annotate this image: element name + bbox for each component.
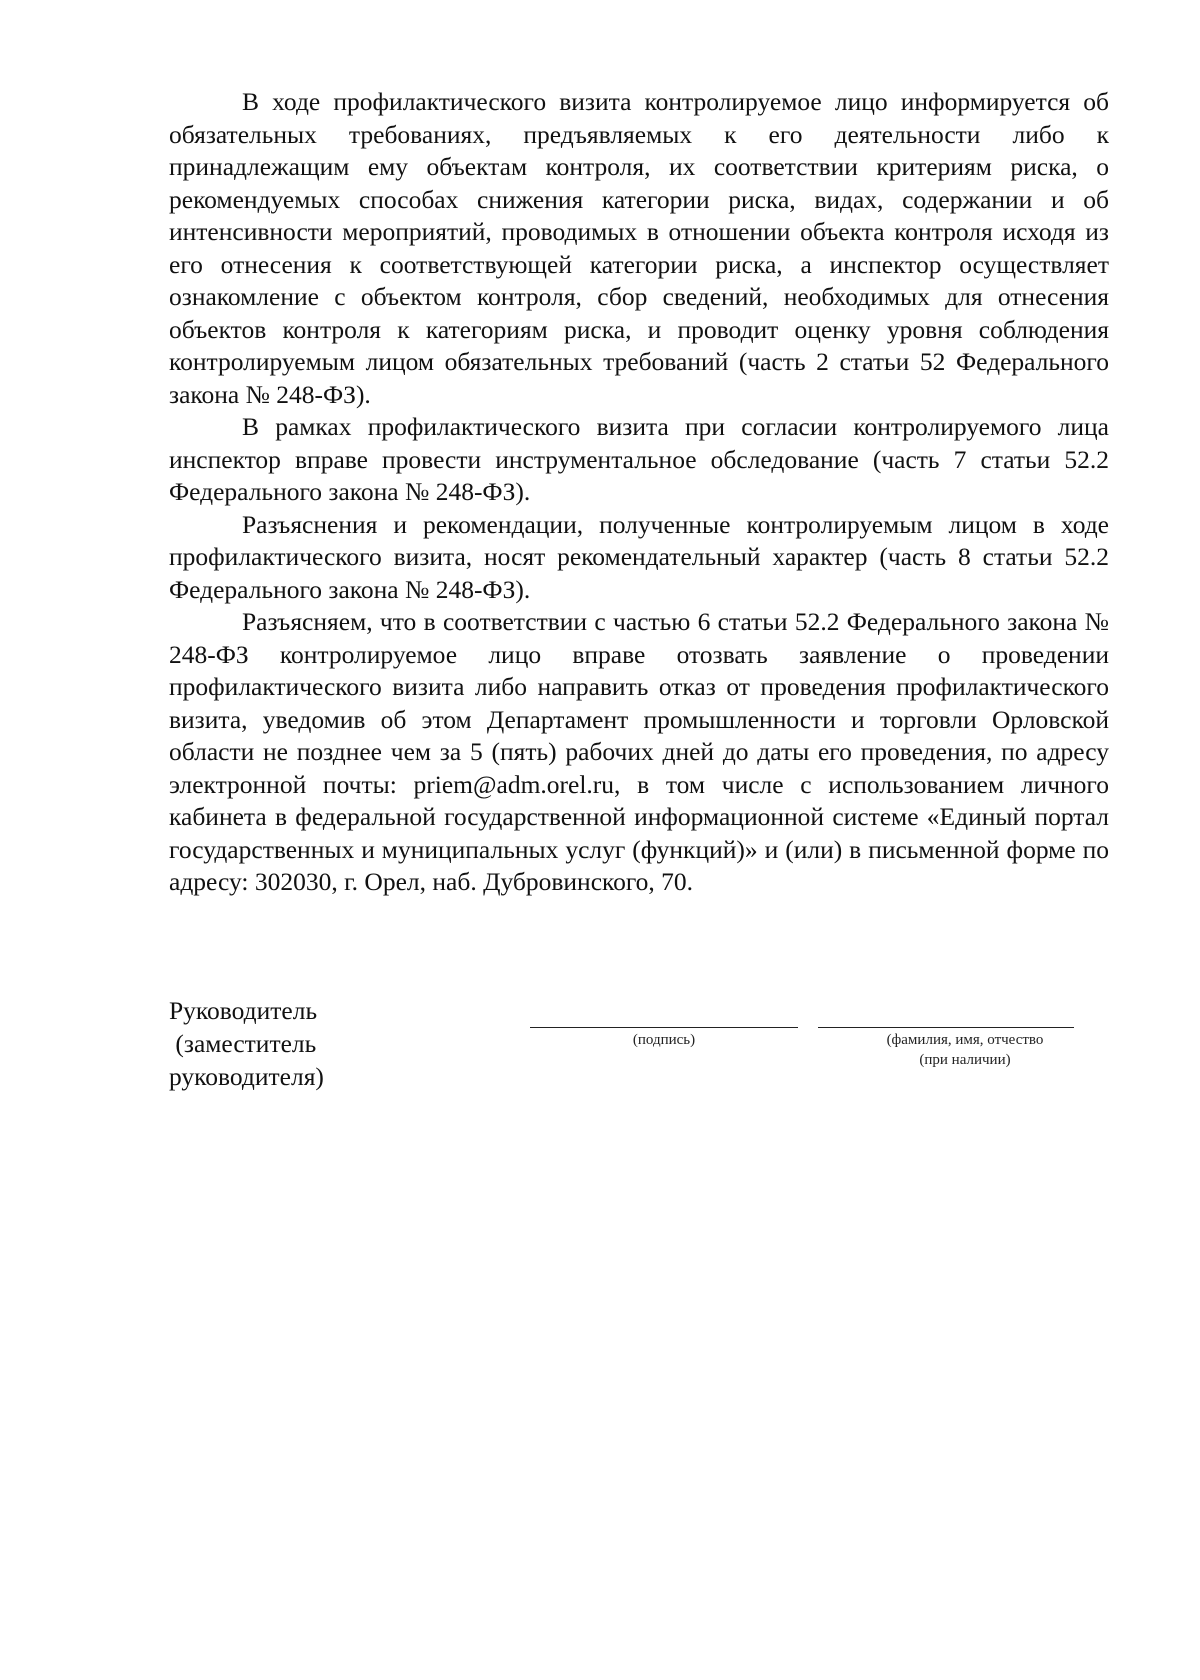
paragraph-withdrawal-right: Разъясняем, что в соответствии с частью 6 статьи 52.2 Федерального закона № 248-ФЗ контролируемое лицо вправе отозвать заявление о проведении профилактического визита либо направить отказ от проведения профилактического визита, уведомив об этом Департамент промышленности и торговли Орловской области не позднее чем за 5 (пять) рабочих дней до даты его проведения, по адресу электронной почты: priem@adm.orel.ru, в том числе с использованием личного кабинета в федеральной государственной информационной системе «Единый портал государственных и муниципальных услуг (функций)» и (или) в письменной форме по адресу: 302030, г. Орел, наб. Дубровинского, 70. <box>169 607 1109 896</box>
signatory-title: Руководитель (заместитель руководителя) <box>169 996 324 1091</box>
paragraph-preventive-visit-info: В ходе профилактического визита контролируемое лицо информируется об обязательных требованиях, предъявляемых к его деятельности либо к принадлежащим ему объектам контроля, их соответствии критериям риска, о рекомендуемых способах снижения категории риска, видах, содержании и об интенсивности мероприятий, проводимых в отношении объекта контроля исходя из его отнесения к соответствующей категории риска, а инспектор осуществляет ознакомление с объектом контроля, сбор сведений, необходимых для отнесения объектов контроля к категориям риска, и проводит оценку уровня соблюдения контролируемым лицом обязательных требований (часть 2 статьи 52 Федерального закона № 248-ФЗ). <box>169 87 1109 409</box>
paragraph-recommendations: Разъяснения и рекомендации, полученные контролируемым лицом в ходе профилактического визита, носят рекомендательный характер (часть 8 статьи 52.2 Федерального закона № 248-ФЗ). <box>169 509 1109 604</box>
signature-caption: (подпись) <box>632 1032 696 1048</box>
paragraph-instrumental-inspection: В рамках профилактического визита при согласии контролируемого лица инспектор вправе провести инструментальное обследование (часть 7 статьи 52.2 Федерального закона № 248-ФЗ). <box>169 412 1109 506</box>
full-name-line <box>818 1027 1074 1028</box>
full-name-caption: (фамилия, имя, отчество (при наличии) <box>886 1032 1044 1068</box>
signature-line <box>530 1027 798 1028</box>
document-body <box>169 86 1109 899</box>
